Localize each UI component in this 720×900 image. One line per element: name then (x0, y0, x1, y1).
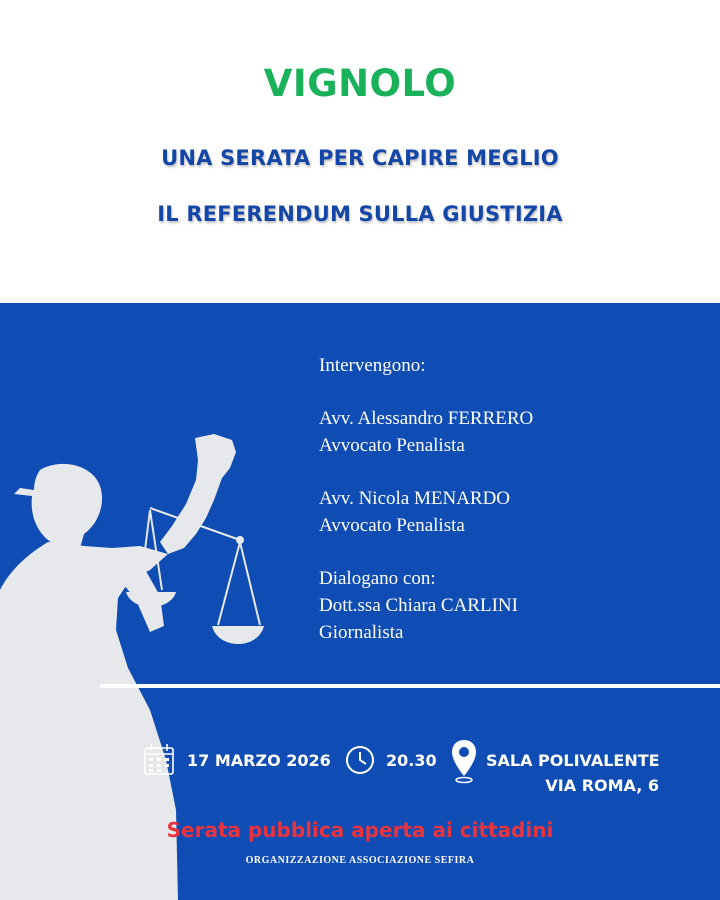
event-info-row (0, 738, 720, 808)
speaker-1-role: Avvocato Penalista (319, 435, 465, 456)
event-venue: SALA POLIVALENTE (486, 751, 660, 770)
speaker-2-name: Avv. Nicola MENARDO (319, 488, 511, 509)
subtitle-line-1: UNA SERATA PER CAPIRE MEGLIO (161, 146, 559, 170)
calendar-icon (140, 742, 178, 778)
organizer-line: ORGANIZZAZIONE ASSOCIAZIONE SEFIRA (245, 855, 475, 866)
event-date: 17 MARZO 2026 (187, 751, 331, 770)
header-section (0, 0, 720, 303)
event-time: 20.30 (386, 751, 437, 770)
speaker-1-name: Avv. Alessandro FERRERO (319, 408, 534, 429)
moderator-name: Dott.ssa Chiara CARLINI (319, 595, 518, 616)
divider-line (100, 684, 720, 688)
moderator-intro: Dialogano con: (319, 568, 436, 589)
speakers-intro: Intervengono: (319, 355, 426, 376)
moderator-role: Giornalista (319, 622, 404, 643)
speakers-block (319, 352, 709, 646)
event-address: VIA ROMA, 6 (545, 776, 659, 795)
location-pin-icon (450, 738, 478, 784)
public-note: Serata pubblica aperta ai cittadini (166, 818, 554, 842)
clock-icon (345, 745, 375, 775)
speaker-2-role: Avvocato Penalista (319, 515, 465, 536)
page-title: VIGNOLO (263, 62, 457, 105)
subtitle-line-2: IL REFERENDUM SULLA GIUSTIZIA (157, 202, 563, 226)
